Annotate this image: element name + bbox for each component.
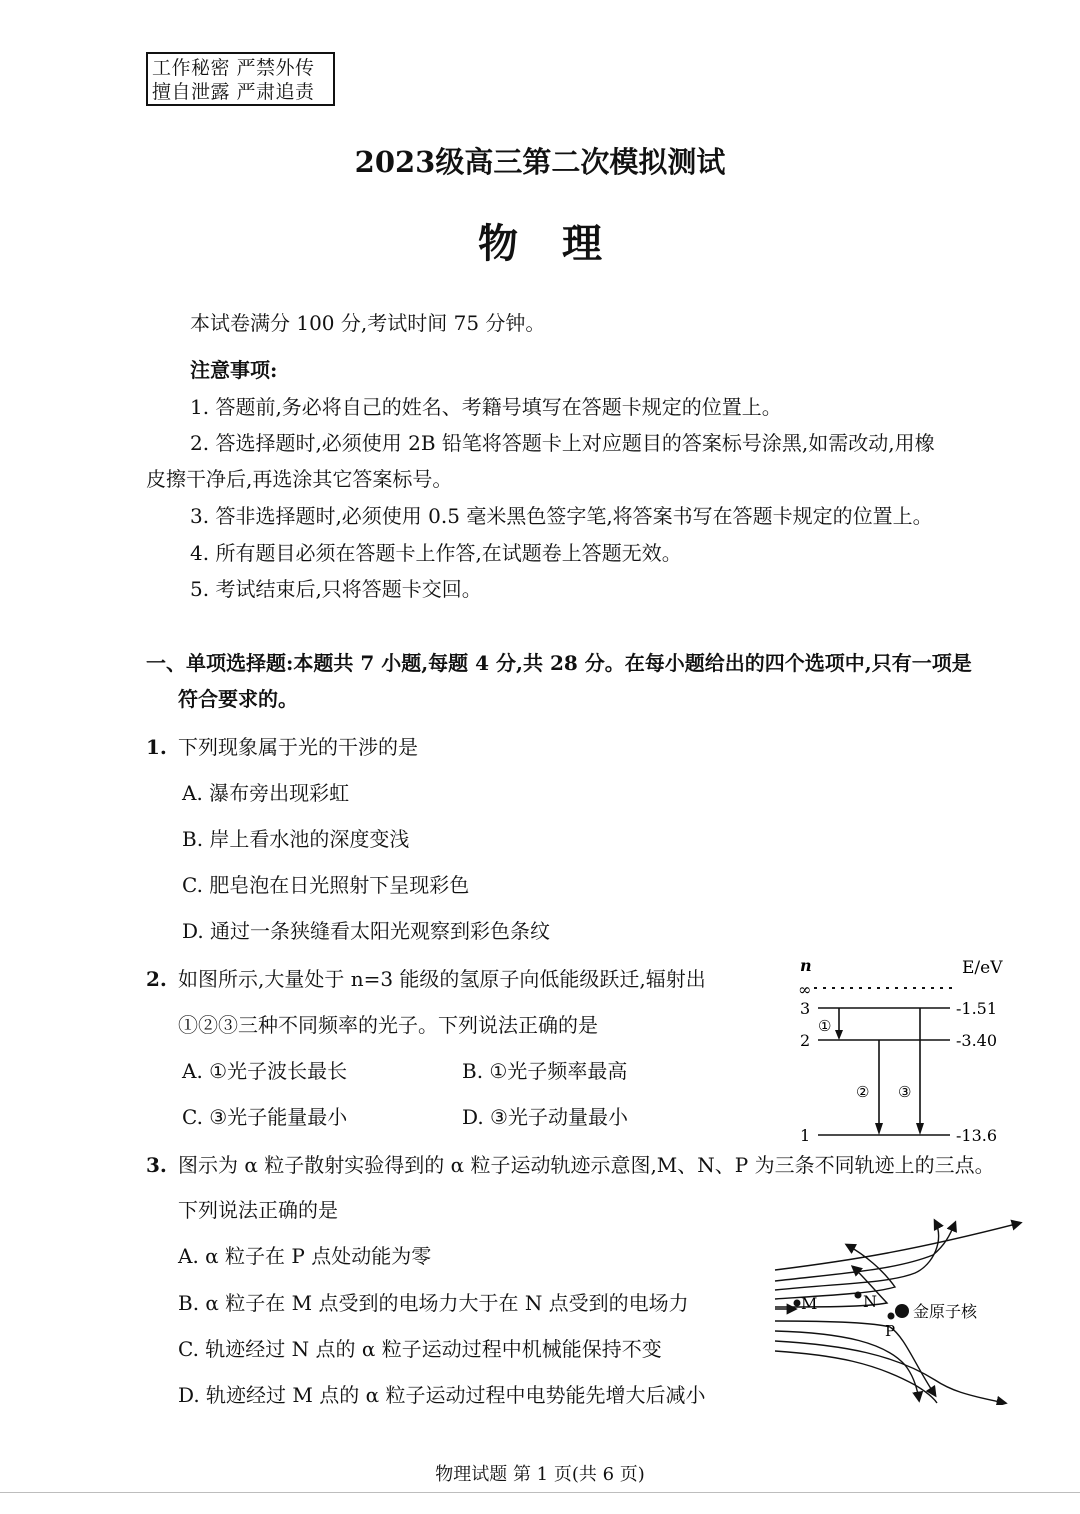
nucleus-label: 金原子核 [913,1302,978,1321]
confidential-stamp [146,52,335,106]
transition-1-arrowhead [835,1030,843,1040]
q3-stem-line2: 下列说法正确的是 [178,1198,338,1222]
note-item-2: 2. 答选择题时,必须使用 2B 铅笔将答题卡上对应题目的答案标号涂黑,如需改动,用橡 [190,431,935,455]
q2-option-c: C. ③光子能量最小 [182,1105,348,1129]
page-footer: 物理试题 第 1 页(共 6 页) [435,1464,645,1485]
q2-option-b: B. ①光子频率最高 [462,1059,628,1083]
q3-option-a: A. α 粒子在 P 点处动能为零 [178,1244,432,1268]
note-item-1: 1. 答题前,务必将自己的姓名、考籍号填写在答题卡规定的位置上。 [190,395,782,419]
q1-number: 1. [146,735,167,759]
transition-2-label: ② [856,1083,870,1101]
alpha-scattering-diagram [765,1215,1035,1405]
q1-stem: 下列现象属于光的干涉的是 [178,735,418,759]
trajectory-top-3 [775,1221,939,1290]
level-2-energy: -3.40 [956,1031,998,1050]
transition-3-label: ③ [898,1083,912,1101]
bottom-divider [0,1492,1080,1493]
level-3-energy: -1.51 [956,999,998,1018]
n-axis-label: n [800,956,812,975]
point-n-label: N [863,1292,877,1311]
gold-nucleus [895,1304,909,1318]
q2-stem-line2: ①②③三种不同频率的光子。下列说法正确的是 [178,1013,598,1037]
q3-option-b: B. α 粒子在 M 点受到的电场力大于在 N 点受到的电场力 [178,1291,689,1315]
q1-option-d: D. 通过一条狭缝看太阳光观察到彩色条纹 [182,919,551,943]
infinity-label: ∞ [798,980,812,999]
q1-option-b: B. 岸上看水池的深度变浅 [182,827,410,851]
trajectory-top-4 [775,1245,895,1299]
trajectory-top-2 [775,1223,955,1281]
note-item-3: 3. 答非选择题时,必须使用 0.5 毫米黑色签字笔,将答案书写在答题卡规定的位置上。 [190,504,933,528]
q3-number: 3. [146,1153,167,1177]
q1-option-c: C. 肥皂泡在日光照射下呈现彩色 [182,873,470,897]
level-2-n: 2 [800,1031,811,1050]
section-heading-cont: 符合要求的。 [178,687,298,711]
energy-level-diagram [790,955,1040,1150]
notes-heading: 注意事项: [190,358,278,382]
q3-option-c: C. 轨迹经过 N 点的 α 粒子运动过程中机械能保持不变 [178,1337,662,1361]
point-n [855,1292,862,1299]
transition-1-label: ① [818,1017,832,1035]
trajectory-top-1 [775,1223,1020,1270]
q2-option-a: A. ①光子波长最长 [182,1059,348,1083]
exam-title: 2023级高三第二次模拟测试 [354,145,726,179]
point-m-label: M [801,1294,818,1313]
q3-stem-line1: 图示为 α 粒子散射实验得到的 α 粒子运动轨迹示意图,M、N、P 为三条不同轨迹上的三点。 [178,1153,995,1177]
level-3-n: 3 [800,999,811,1018]
transition-3-arrowhead [916,1123,924,1135]
note-item-2-cont: 皮擦干净后,再选涂其它答案标号。 [146,467,453,491]
trajectory-bottom-2 [775,1341,1005,1403]
exam-subject: 物理 [478,220,646,267]
q2-option-d: D. ③光子动量最小 [462,1105,628,1129]
q3-option-d: D. 轨迹经过 M 点的 α 粒子运动过程中电势能先增大后减小 [178,1383,706,1407]
stamp-line-1: 工作秘密 严禁外传 [152,57,315,79]
point-p [888,1313,895,1320]
stamp-line-2: 擅自泄露 严肃追责 [152,81,315,103]
q2-number: 2. [146,967,167,991]
point-p-label: P [885,1322,896,1340]
note-item-4: 4. 所有题目必须在答题卡上作答,在试题卷上答题无效。 [190,541,682,565]
exam-intro: 本试卷满分 100 分,考试时间 75 分钟。 [190,311,546,335]
section-heading: 一、单项选择题:本题共 7 小题,每题 4 分,共 28 分。在每小题给出的四个选项中,只有一项是 [146,651,972,675]
q1-option-a: A. 瀑布旁出现彩虹 [182,781,350,805]
level-1-n: 1 [800,1126,811,1145]
level-1-energy: -13.6 [956,1126,998,1145]
note-item-5: 5. 考试结束后,只将答题卡交回。 [190,577,482,601]
transition-2-arrowhead [875,1123,883,1135]
q2-stem-line1: 如图所示,大量处于 n=3 能级的氢原子向低能级跃迁,辐射出 [178,967,706,991]
point-m [794,1300,801,1307]
energy-axis-label: E/eV [962,958,1003,978]
trajectory-bottom-1 [775,1331,919,1400]
